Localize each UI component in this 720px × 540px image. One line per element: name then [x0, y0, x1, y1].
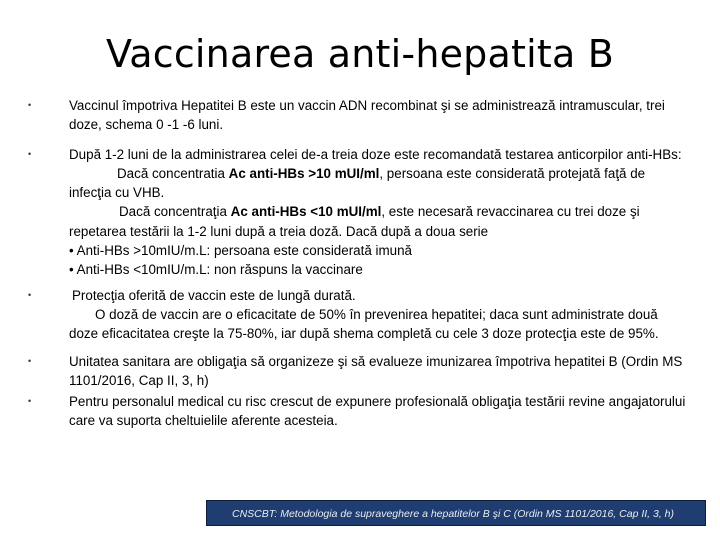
efficacy-text: O doză de vaccin are o eficacitate de 50% în prevenirea hepatitei; daca sunt administrate două doze eficacitatea creşte la 75-80%, iar după shema completă cu cele 3 doze protecţia este de 95%.	[69, 306, 659, 342]
bullet-text: După 1-2 luni de la administrarea celei de-a treia doze este recomandată testarea anticorpilor anti-HBs:	[69, 146, 682, 162]
bullet-icon: •	[28, 100, 32, 110]
bullet-text: Vaccinul împotriva Hepatitei B este un vaccin ADN recombinat şi se administrează intramuscular, trei doze, schema 0 -1 -6 luni.	[69, 98, 665, 133]
bullet-item	[28, 352, 690, 391]
bullet-text: Pentru personalul medical cu risc crescut de expunere profesională obligaţia testării revine angajatorului care va suporta cheltuielile aferente acesteia.	[69, 394, 686, 429]
bullet-text: Protecţia oferită de vaccin este de lungă durată.	[72, 287, 356, 303]
bullet-item	[28, 392, 690, 431]
source-footer: CNSCBT: Metodologia de supraveghere a hepatitelor B şi C (Ordin MS 1101/2016, Cap II, 3, h)	[206, 500, 706, 526]
bullet-icon: •	[28, 289, 32, 300]
sub-bullet-nonresponse: • Anti-HBs <10mIU/m.L: non răspuns la vaccinare	[69, 262, 363, 278]
bullet-item	[28, 145, 690, 280]
slide-title: Vaccinarea anti-hepatita B	[106, 32, 614, 76]
bullet-item	[28, 286, 690, 344]
bullet-icon: •	[28, 355, 32, 366]
bullet-item	[28, 96, 690, 135]
sub-bullet-immune: • Anti-HBs >10mIU/m.L: persoana este considerată imună	[69, 243, 412, 259]
threshold-revaccinate: Dacă concentraţia Ac anti-HBs <10 mUI/ml, este necesară revaccinarea cu trei doze şi repetarea testării la 1-2 luni după a treia doză. Dacă după a doua serie	[69, 204, 640, 239]
bullet-list	[28, 96, 690, 431]
threshold-protected: Dacă concentratia Ac anti-HBs >10 mUI/ml, persoana este considerată protejată faţă de infecţia cu VHB.	[69, 165, 646, 201]
bullet-icon: •	[28, 148, 32, 159]
bullet-icon: •	[28, 396, 32, 407]
bullet-text: Unitatea sanitara are obligaţia să organizeze şi să evalueze imunizarea împotriva hepatitei B (Ordin MS 1101/2016, Cap II, 3, h)	[69, 353, 683, 388]
